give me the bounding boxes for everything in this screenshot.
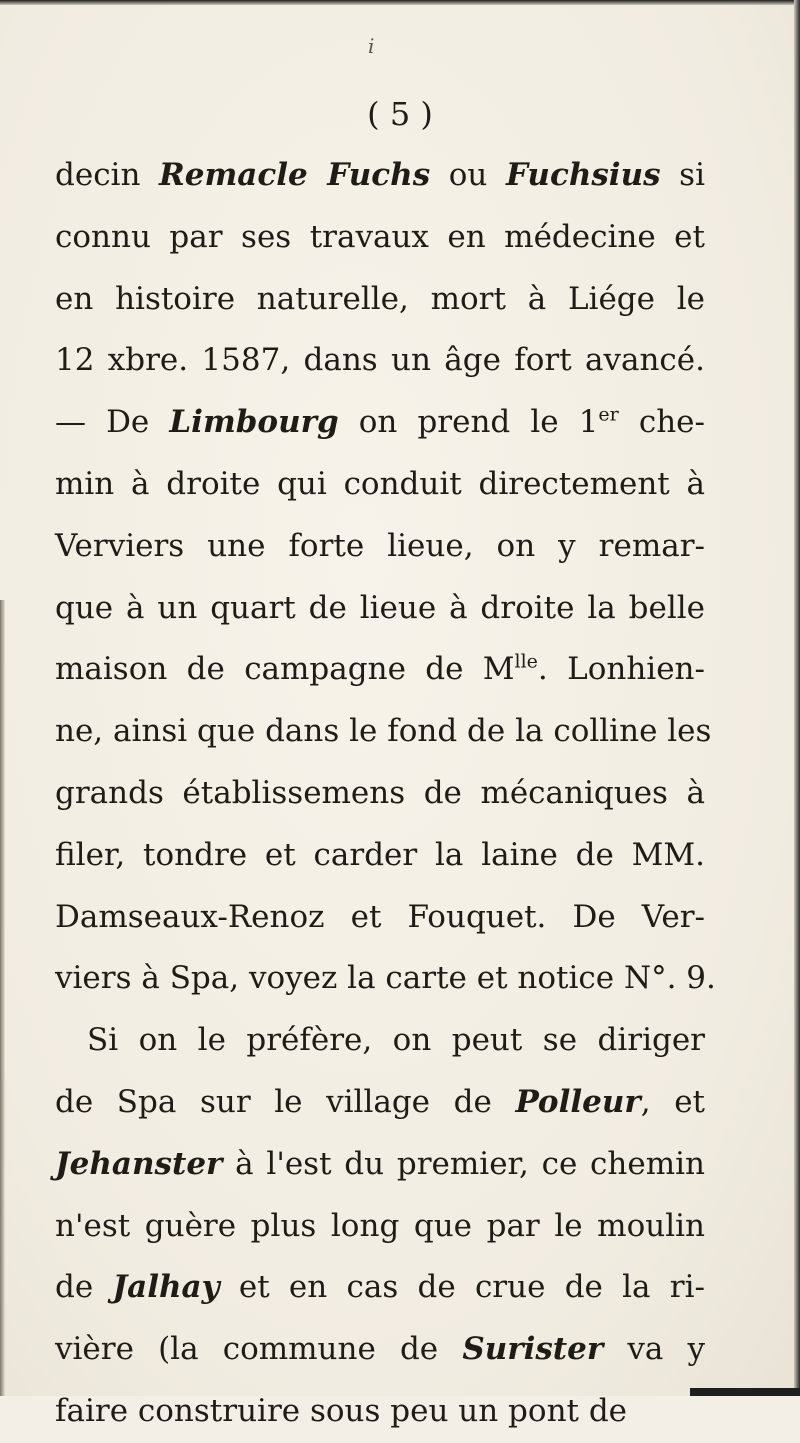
text-line-1: decin Remacle Fuchs ou Fuchsius si	[55, 157, 705, 193]
text-line-11: grands établissemens de mécaniques à	[55, 774, 705, 811]
text-line-8: que à un quart de lieue à droite la belle	[55, 589, 705, 626]
corner-mark: i	[368, 34, 375, 58]
text-line-18: n'est guère plus long que par le moulin	[55, 1207, 705, 1244]
page-right-edge	[794, 0, 800, 1396]
text-line-9: maison de campagne de $M^{lle}$. Lonhien-	[55, 651, 705, 688]
text-line-10: ne, ainsi que dans le fond de la colline les	[55, 713, 712, 750]
page-number: ( 5 )	[367, 95, 433, 133]
text-line-15: Si on le préfère, on peut se diriger	[87, 1022, 705, 1059]
text-line-5: — De Limbourg on prend le 1er che-	[55, 403, 705, 441]
text-line-2: connu par ses travaux en médecine et	[55, 218, 705, 255]
text-line-14: viers à Spa, voyez la carte et notice N°. 9.	[55, 960, 716, 997]
text-line-13: Damseaux-Renoz et Fouquet. De Ver-	[55, 898, 705, 935]
text-line-7: Verviers une forte lieue, on y remar-	[55, 527, 705, 564]
text-line-12: filer, tondre et carder la laine de MM.	[55, 836, 705, 873]
text-line-20: vière (la commune de Surister va y	[55, 1331, 705, 1368]
text-line-19: de Jalhay et en cas de crue de la ri-	[55, 1269, 705, 1306]
text-line-3: en histoire naturelle, mort à Liége le	[55, 280, 705, 317]
text-line-17: Jehanster à l'est du premier, ce chemin	[55, 1145, 705, 1182]
page-top-shadow	[0, 0, 800, 5]
text-line-6: min à droite qui conduit directement à	[55, 465, 705, 502]
text-line-16: de Spa sur le village de Polleur, et	[55, 1083, 706, 1120]
page-bottom-edge	[690, 1388, 800, 1396]
page-left-edge	[0, 600, 5, 1396]
body-text	[55, 145, 716, 1443]
text-line-4: 12 xbre. 1587, dans un âge fort avancé.	[55, 342, 705, 379]
text-line-21: faire construire sous peu un pont de	[55, 1392, 628, 1429]
